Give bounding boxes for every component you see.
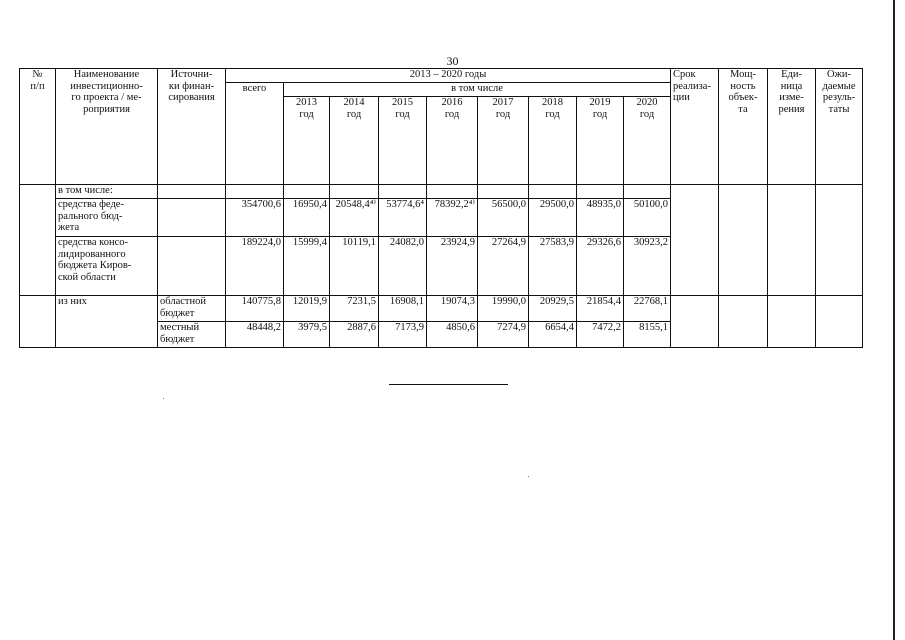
cell-empty [330,185,379,199]
value-total: 354700,6 [226,199,284,237]
row-label-incl: в том числе: [56,185,158,199]
source-local: местный бюджет [158,322,226,348]
cell-empty [478,185,529,199]
value-year: 16908,1 [379,296,427,322]
scan-page-edge [893,0,895,640]
value-year: 78392,2⁴⁾ [427,199,478,237]
header-source: Источни- ки финан- сирования [158,69,226,185]
cell-empty [671,296,719,348]
row-label-federal: средства феде- рального бюд- жета [56,199,158,237]
row-label-consolidated: средства консо- лидированного бюджета Киров- ской области [56,237,158,296]
value-year: 27583,9 [529,237,577,296]
cell-empty [624,185,671,199]
header-year: 2015 год [379,97,427,185]
value-year: 29326,6 [577,237,624,296]
value-total: 48448,2 [226,322,284,348]
cell-empty [816,185,863,296]
header-year: 2020 год [624,97,671,185]
value-year: 10119,1 [330,237,379,296]
header-capacity: Мощ- ность объек- та [719,69,768,185]
page-number: 30 [446,54,459,68]
value-year: 30923,2 [624,237,671,296]
value-total: 189224,0 [226,237,284,296]
scan-speck [528,476,529,477]
value-year: 53774,6⁴ [379,199,427,237]
cell-empty [158,199,226,237]
cell-empty [20,185,56,296]
value-year: 19074,3 [427,296,478,322]
cell-empty [427,185,478,199]
header-total: всего [226,83,284,185]
value-year: 6654,4 [529,322,577,348]
cell-empty [671,185,719,296]
cell-empty [816,296,863,348]
cell-empty [768,185,816,296]
value-year: 20929,5 [529,296,577,322]
value-year: 20548,4⁴⁾ [330,199,379,237]
value-year: 12019,9 [284,296,330,322]
header-year: 2018 год [529,97,577,185]
value-year: 7231,5 [330,296,379,322]
end-separator-line [389,384,508,385]
cell-empty [226,185,284,199]
cell-empty [719,185,768,296]
value-year: 50100,0 [624,199,671,237]
header-year: 2016 год [427,97,478,185]
cell-empty [20,296,56,348]
value-year: 8155,1 [624,322,671,348]
value-year: 48935,0 [577,199,624,237]
header-period: 2013 – 2020 годы [226,69,671,83]
header-term: Срок реализа- ции [671,69,719,185]
value-year: 16950,4 [284,199,330,237]
value-year: 23924,9 [427,237,478,296]
value-year: 7274,9 [478,322,529,348]
value-year: 4850,6 [427,322,478,348]
header-name: Наименование инвестиционно- го проекта / ме- роприятия [56,69,158,185]
header-year: 2013 год [284,97,330,185]
value-year: 56500,0 [478,199,529,237]
header-year: 2017 год [478,97,529,185]
value-year: 3979,5 [284,322,330,348]
source-regional: областной бюджет [158,296,226,322]
value-year: 24082,0 [379,237,427,296]
cell-empty [158,237,226,296]
cell-empty [529,185,577,199]
cell-empty [158,185,226,199]
value-year: 2887,6 [330,322,379,348]
scan-speck [163,398,164,399]
cell-empty [284,185,330,199]
value-year: 15999,4 [284,237,330,296]
header-incl: в том числе [284,83,671,97]
cell-empty [379,185,427,199]
cell-empty [768,296,816,348]
header-num: № п/п [20,69,56,185]
header-expected: Ожи- даемые резуль- таты [816,69,863,185]
cell-empty [719,296,768,348]
value-year: 29500,0 [529,199,577,237]
row-label-of-which: из них [56,296,158,348]
value-total: 140775,8 [226,296,284,322]
value-year: 22768,1 [624,296,671,322]
cell-empty [577,185,624,199]
value-year: 21854,4 [577,296,624,322]
value-year: 7472,2 [577,322,624,348]
header-unit: Еди- ница изме- рения [768,69,816,185]
value-year: 7173,9 [379,322,427,348]
value-year: 27264,9 [478,237,529,296]
header-year: 2014 год [330,97,379,185]
investment-table [19,68,863,348]
value-year: 19990,0 [478,296,529,322]
header-year: 2019 год [577,97,624,185]
